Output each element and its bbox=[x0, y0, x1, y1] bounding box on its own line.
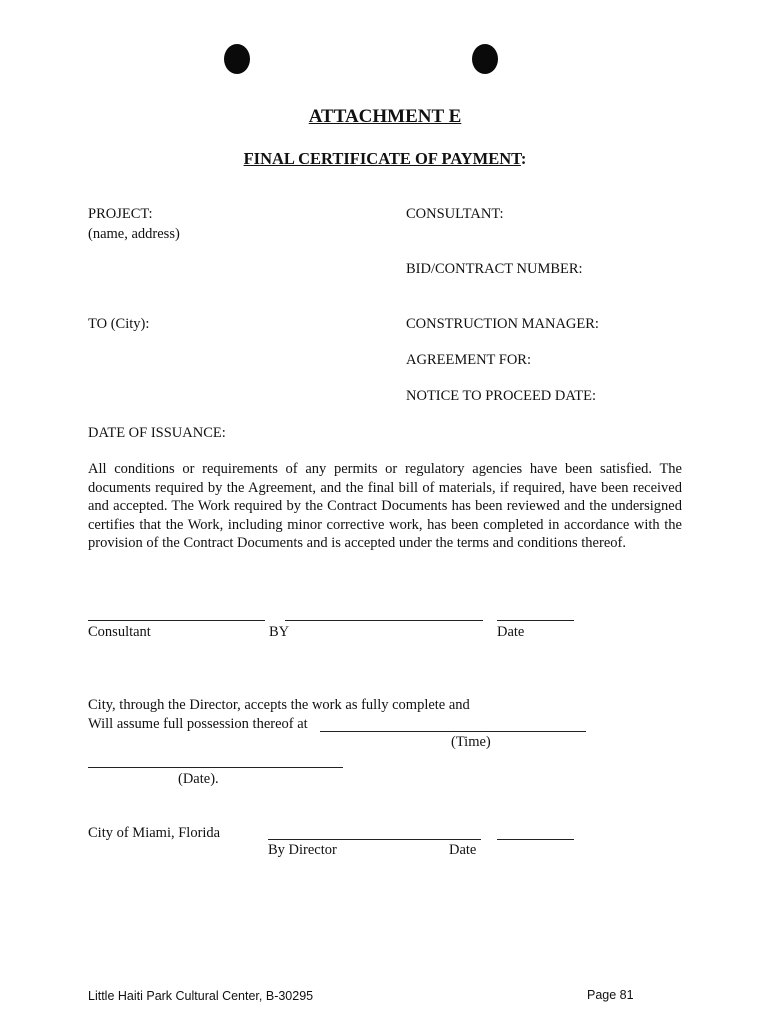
certificate-title bbox=[0, 149, 770, 169]
bid-contract-number-label: BID/CONTRACT NUMBER: bbox=[406, 261, 583, 277]
date-signature-line bbox=[497, 620, 574, 621]
agreement-for-label: AGREEMENT FOR: bbox=[406, 352, 532, 368]
acceptance-date-label: (Date). bbox=[178, 771, 219, 787]
consultant-signature-label: Consultant bbox=[88, 624, 151, 640]
footer-project-reference: Little Haiti Park Cultural Center, B-30295 bbox=[88, 989, 314, 1003]
footer-page-number: Page 81 bbox=[587, 988, 634, 1002]
to-city-label: TO (City): bbox=[88, 316, 150, 332]
construction-manager-label: CONSTRUCTION MANAGER: bbox=[406, 316, 599, 332]
project-label: PROJECT: bbox=[88, 206, 153, 222]
by-signature-line bbox=[285, 620, 483, 621]
date-entry-line bbox=[88, 767, 343, 768]
certification-paragraph: All conditions or requirements of any permits or regulatory agencies have been satisfied. The documents required by the Agreement, and the final bill of materials, if required, have been received and accepted. The Work required by the Contract Documents has been reviewed and the undersigned certifies that the Work, including minor corrective work, has been completed in accordance with the provision of the Contract Documents and is accepted under the terms and conditions thereof. bbox=[88, 461, 682, 551]
by-signature-label: BY bbox=[269, 624, 290, 640]
acceptance-line-1: City, through the Director, accepts the work as fully complete and bbox=[88, 697, 470, 713]
time-entry-line bbox=[320, 731, 586, 732]
date-signature-label: Date bbox=[497, 624, 525, 640]
acceptance-line-2: Will assume full possession thereof at bbox=[88, 716, 308, 732]
project-sublabel: (name, address) bbox=[88, 226, 180, 242]
director-signature-line bbox=[268, 839, 481, 840]
director-date-label: Date bbox=[449, 842, 477, 858]
by-director-label: By Director bbox=[268, 842, 337, 858]
time-label: (Time) bbox=[451, 734, 491, 750]
consultant-signature-line bbox=[88, 620, 265, 621]
certificate-title-text: FINAL CERTIFICATE OF PAYMENT bbox=[243, 149, 521, 168]
director-date-line bbox=[497, 839, 574, 840]
date-of-issuance-label: DATE OF ISSUANCE: bbox=[88, 425, 226, 441]
consultant-field-label: CONSULTANT: bbox=[406, 206, 504, 222]
punch-hole-right bbox=[472, 44, 498, 74]
city-of-miami-label: City of Miami, Florida bbox=[88, 825, 221, 841]
punch-hole-left bbox=[224, 44, 250, 74]
notice-to-proceed-date-label: NOTICE TO PROCEED DATE: bbox=[406, 388, 596, 404]
certificate-title-colon: : bbox=[520, 149, 527, 168]
attachment-title: ATTACHMENT E bbox=[308, 106, 462, 127]
